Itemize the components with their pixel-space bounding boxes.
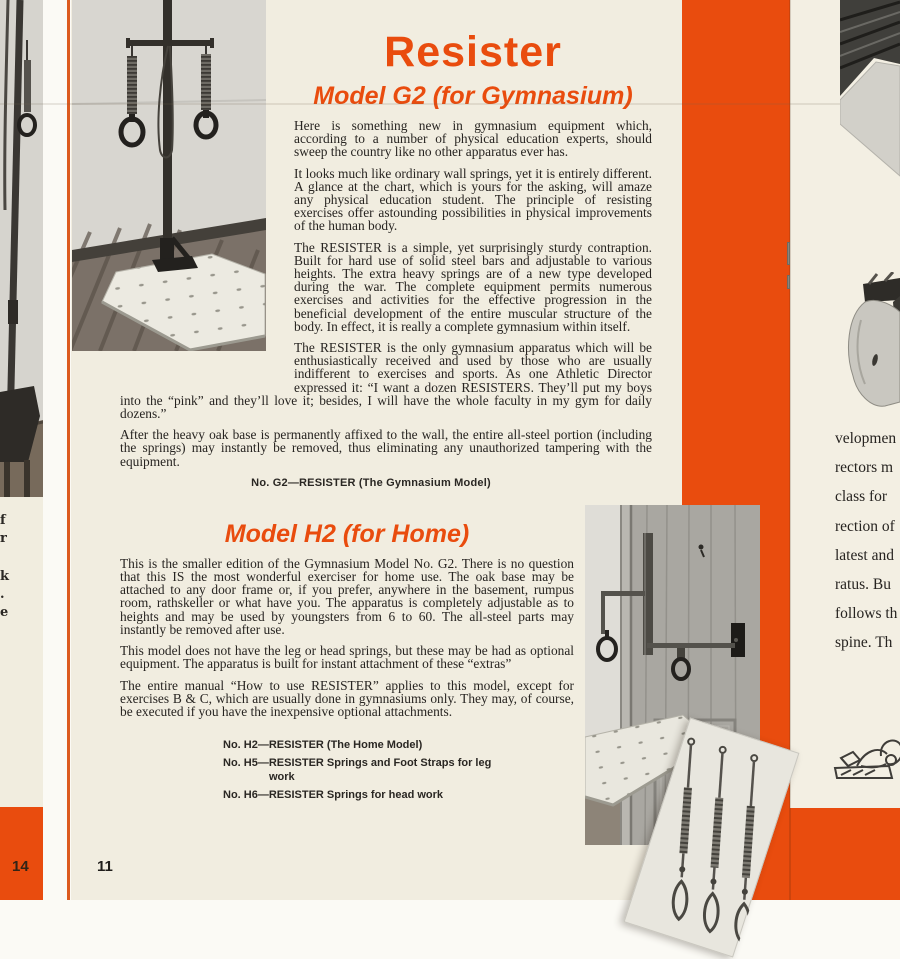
list-item: No. H2—RESISTER (The Home Model) [223, 739, 423, 752]
right-column-text [835, 424, 900, 658]
text-line: ratus. Bu [835, 576, 891, 594]
fragment-letter: r [0, 531, 7, 546]
text-line: latest and [835, 546, 894, 564]
gym-apparatus-photo [72, 0, 266, 351]
left-edge-text-fragments [0, 512, 10, 622]
center-pole [163, 0, 172, 252]
g2-paragraph: Here is something new in gymnasium equipment which, according to a number of physical education experts, should sweep the country like no other apparatus ever has. [294, 118, 652, 160]
right-orange-corner [790, 808, 900, 900]
lower-arm [647, 643, 735, 648]
crossbar [128, 40, 212, 46]
left-partial-photo [0, 0, 43, 497]
spring-left [672, 738, 698, 920]
left-apparatus-photo [0, 0, 43, 497]
g2-model-caption: No. G2—RESISTER (The Gymnasium Model) [251, 476, 491, 489]
torso-photo-fragment [845, 272, 900, 422]
booklet-staple [786, 242, 791, 292]
g2-paragraph: The RESISTER is a simple, yet surprisingly sturdy contraption. Built for hard use of solid steel bars and adjustable to various heights. The extra heavy springs are of a new type developed during the war. The complete equipment permits numerous exercises and activities for the effective progression in the beneficial development of the entire muscular structure of the body. In effect, it is really a complete gymnasium within itself. [294, 239, 652, 334]
g2-paragraph: After the heavy oak base is permanently affixed to the wall, the entire all-steel portion (including the springs) may instantly be removed, thus eliminating any unauthorized tampering with the equipment. [120, 427, 652, 469]
left-spring [127, 56, 137, 114]
upper-arm [601, 591, 645, 596]
prone-exercise-drawing [833, 728, 900, 786]
text-line: rection of [835, 517, 895, 535]
text-line: velopmen [835, 430, 897, 447]
h2-paragraph: This is the smaller edition of the Gymnasium Model No. G2. There is no question that this IS the most wonderful exerciser for home use. The oak base may be attached to any door frame or, if you prefer, anywhere in the basement, rumpus room, rathskeller or what have you. The apparatus is completely adjustable as to heights and may be used by youngsters from 6 to 60. The all-steel parts may instantly be removed after use. [120, 555, 574, 637]
right-spring [201, 54, 211, 110]
model-number-list [223, 738, 574, 802]
h2-paragraph: The entire manual “How to use RESISTER” applies to this model, except for exercises B & C, which are usually done in gymnasiums only. They may, of course, be executed if you have the inexpensive optional attachments. [120, 677, 574, 719]
h2-section [120, 521, 574, 802]
right-page-photo-fragment [840, 0, 900, 180]
left-partial-page [0, 0, 43, 900]
fragment-letter: e [0, 605, 9, 620]
spring-middle [703, 746, 729, 931]
page-number-11: 11 [97, 858, 113, 875]
g2-paragraph: The RESISTER is the only gymnasium apparatus which will be enthusiastically received and used by those who are usually indifferent to exercises and sports. As one Athletic Director expressed it: “I want a dozen RESISTERS. They’ll put my boys into the “pink” and they’ll love it; besides, I will have the whole faculty in my gym for daily dozens.” [120, 340, 652, 422]
page-title: Resister [384, 28, 562, 76]
fold-orange-sliver [67, 0, 70, 900]
left-orange-corner [0, 807, 43, 900]
list-item: No. H5—RESISTER Springs and Foot Straps for leg work [223, 756, 492, 784]
text-line: class for [835, 488, 888, 506]
h2-heading: Model H2 (for Home) [224, 519, 470, 548]
h2-paragraph: This model does not have the leg or head springs, but these may be had as optional equipment. The apparatus is built for instant attachment of these “extras” [120, 643, 574, 672]
gym-model-photo [72, 0, 266, 351]
spring-right [735, 755, 762, 942]
fragment-letter: k [0, 569, 10, 584]
text-line: follows th [835, 605, 898, 623]
fragment-letter: f [0, 513, 6, 528]
g2-paragraph: It looks much like ordinary wall springs, yet it is entirely different. A glance at the chart, which is yours for the asking, will amaze any physical education student. The principle of resisting exercises offer astounding possibilities in physical improvements of the human body. [294, 165, 652, 234]
g2-heading: Model G2 (for Gymnasium) [313, 82, 633, 110]
text-line: rectors m [835, 459, 894, 477]
list-item: No. H6—RESISTER Springs for head work [223, 788, 444, 801]
text-line: spine. Th [835, 634, 893, 652]
fragment-letter: . [0, 587, 5, 602]
page-number-14: 14 [12, 858, 29, 875]
horizontal-crease [0, 103, 900, 105]
